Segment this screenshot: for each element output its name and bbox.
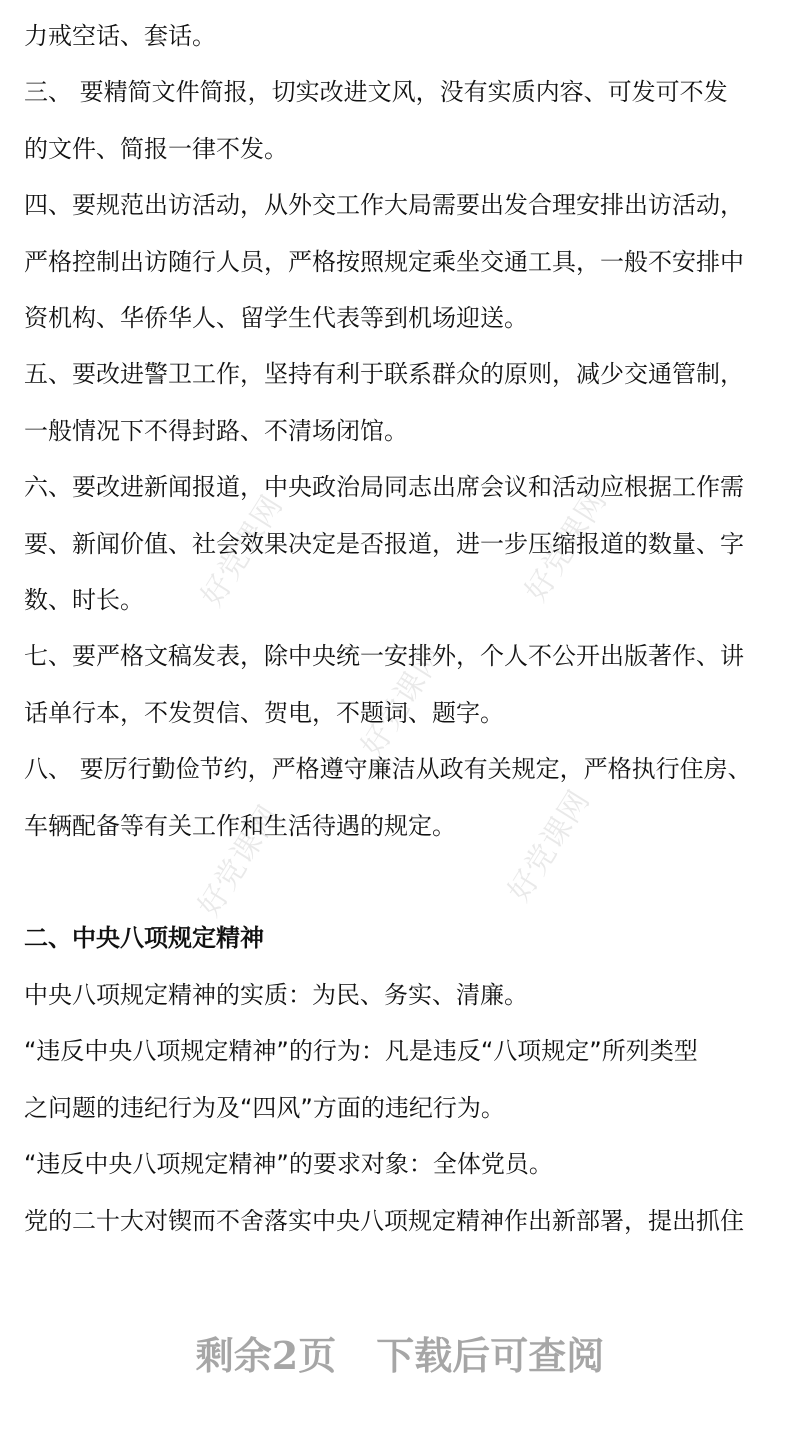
watermark-text: 好党课网 xyxy=(501,784,598,908)
paragraph-line: 数、时长。 xyxy=(24,586,144,614)
paragraph-line: 四、要规范出访活动，从外交工作大局需要出发合理安排出访活动， xyxy=(24,191,744,219)
paragraph-line: 资机构、华侨华人、留学生代表等到机场迎送。 xyxy=(24,304,528,332)
watermark-text: 好党课网 xyxy=(354,639,451,763)
paragraph-line: “违反中央八项规定精神”的要求对象：全体党员。 xyxy=(24,1150,553,1178)
paragraph-line: 的文件、简报一律不发。 xyxy=(24,135,288,163)
paragraph-line: “违反中央八项规定精神”的行为：凡是违反“八项规定”所列类型 xyxy=(24,1037,698,1065)
paragraph-line: 六、要改进新闻报道，中央政治局同志出席会议和活动应根据工作需 xyxy=(24,473,744,501)
paragraph-line: 五、要改进警卫工作，坚持有利于联系群众的原则，减少交通管制， xyxy=(24,360,744,388)
paragraph-line: 话单行本，不发贺信、贺电，不题词、题字。 xyxy=(24,699,504,727)
download-to-view-text: 下载后可查阅 xyxy=(376,1333,605,1378)
section-heading: 二、中央八项规定精神 xyxy=(24,924,264,952)
paragraph-line: 中央八项规定精神的实质：为民、务实、清廉。 xyxy=(24,981,528,1009)
paragraph-line: 要、新闻价值、社会效果决定是否报道，进一步压缩报道的数量、字 xyxy=(24,530,744,558)
watermark-text: 好党课网 xyxy=(518,484,615,608)
paragraph-line: 力戒空话、套话。 xyxy=(24,22,216,50)
watermark-text: 好党课网 xyxy=(194,489,291,613)
remaining-pages-banner[interactable] xyxy=(0,1328,800,1384)
paragraph-line: 党的二十大对锲而不舍落实中央八项规定精神作出新部署，提出抓住 xyxy=(24,1207,744,1235)
paragraph-line: 七、要严格文稿发表，除中央统一安排外，个人不公开出版著作、讲 xyxy=(24,642,744,670)
paragraph-line: 严格控制出访随行人员，严格按照规定乘坐交通工具，一般不安排中 xyxy=(24,248,744,276)
watermark-text: 好党课网 xyxy=(191,799,288,923)
remaining-pages-text: 剩余2页 xyxy=(195,1333,337,1378)
paragraph-line: 之问题的违纪行为及“四风”方面的违纪行为。 xyxy=(24,1094,505,1122)
paragraph-line: 车辆配备等有关工作和生活待遇的规定。 xyxy=(24,812,456,840)
paragraph-line: 八、 要厉行勤俭节约，严格遵守廉洁从政有关规定，严格执行住房、 xyxy=(24,755,752,783)
paragraph-line: 三、 要精简文件简报，切实改进文风，没有实质内容、可发可不发 xyxy=(24,78,728,106)
paragraph-line: 一般情况下不得封路、不清场闭馆。 xyxy=(24,417,408,445)
